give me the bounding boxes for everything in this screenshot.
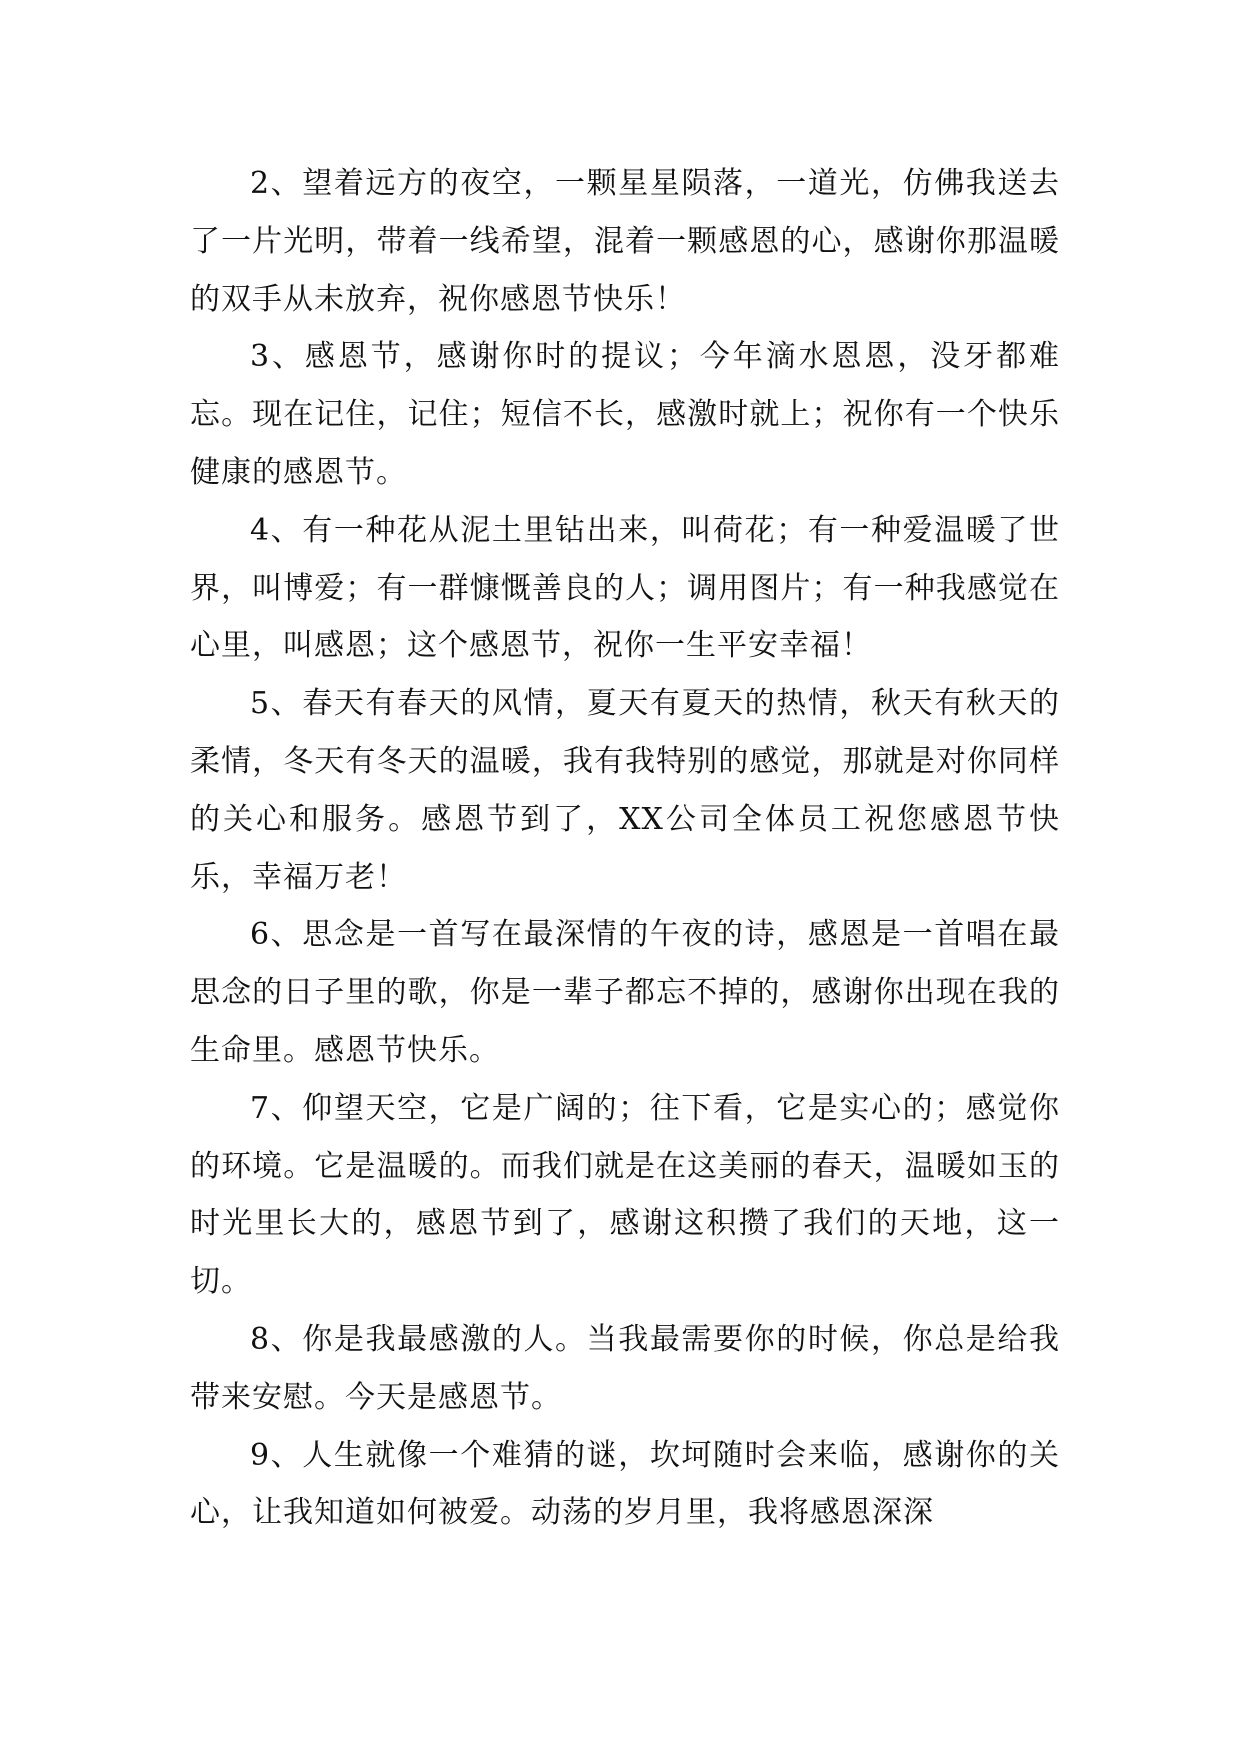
paragraph-5: 5、春天有春天的风情，夏天有夏天的热情，秋天有秋天的柔情，冬天有冬天的温暖，我有我特别的感觉，那就是对你同样的关心和服务。感恩节到了，XX公司全体员工祝您感恩节快乐，幸福万老！ (190, 686, 1060, 895)
paragraph-9: 9、人生就像一个难猜的谜，坎坷随时会来临，感谢你的关心，让我知道如何被爱。动荡的岁月里，我将感恩深深 (190, 1437, 1060, 1531)
paragraph-6: 6、思念是一首写在最深情的午夜的诗，感恩是一首唱在最思念的日子里的歌，你是一辈子都忘不掉的，感谢你出现在我的生命里。感恩节快乐。 (190, 917, 1060, 1068)
paragraph-7: 7、仰望天空，它是广阔的；往下看，它是实心的；感觉你的环境。它是温暖的。而我们就是在这美丽的春天，温暖如玉的时光里长大的，感恩节到了，感谢这积攒了我们的天地，这一切。 (190, 1090, 1060, 1300)
paragraph-3: 3、感恩节，感谢你时的提议；今年滴水恩恩，没牙都难忘。现在记住，记住；短信不长，感激时就上；祝你有一个快乐健康的感恩节。 (190, 339, 1060, 490)
paragraph-2: 2、望着远方的夜空，一颗星星陨落，一道光，仿佛我送去了一片光明，带着一线希望，混着一颗感恩的心，感谢你那温暖的双手从未放弃，祝你感恩节快乐！ (190, 166, 1060, 317)
document-body (190, 155, 1060, 1542)
paragraph-8: 8、你是我最感激的人。当我最需要你的时候，你总是给我带来安慰。今天是感恩节。 (190, 1321, 1060, 1415)
paragraph-4: 4、有一种花从泥土里钻出来，叫荷花；有一种爱温暖了世界，叫博爱；有一群慷慨善良的人；调用图片；有一种我感觉在心里，叫感恩；这个感恩节，祝你一生平安幸福！ (190, 512, 1060, 664)
